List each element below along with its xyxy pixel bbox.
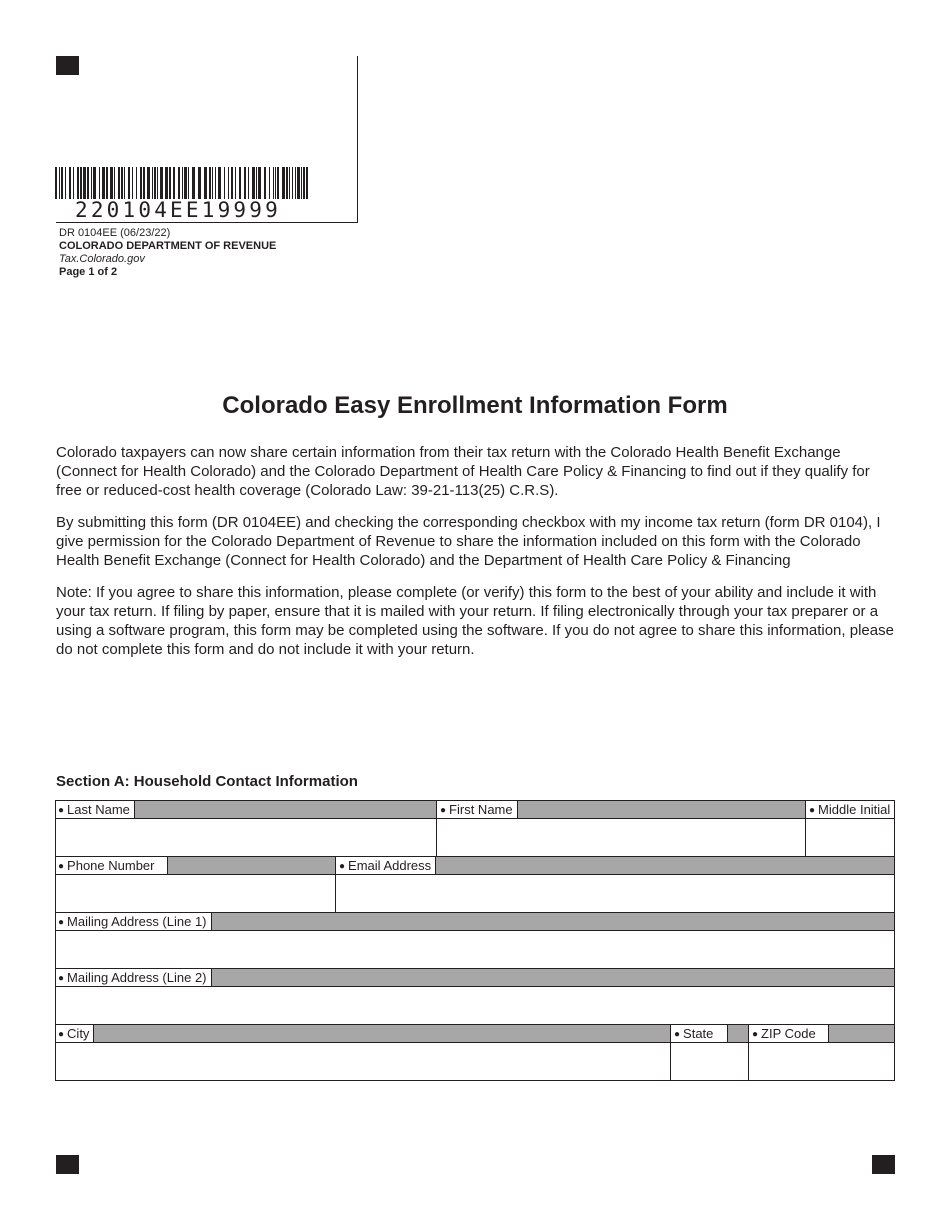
barcode-stripe	[224, 167, 225, 199]
barcode-stripe	[102, 167, 105, 199]
name-label-row	[55, 800, 895, 819]
city-label: ● City	[55, 1025, 94, 1042]
barcode-stripe	[289, 167, 290, 199]
header-divider-horizontal	[56, 222, 358, 223]
barcode-stripe	[248, 167, 249, 199]
barcode-stripe	[69, 167, 71, 199]
section-a-heading: Section A: Household Contact Information	[56, 773, 358, 790]
barcode-stripe	[256, 167, 257, 199]
barcode	[55, 167, 309, 199]
city-state-zip-label-row	[55, 1024, 895, 1043]
barcode-stripe	[132, 167, 133, 199]
barcode-stripe	[110, 167, 113, 199]
page-number: Page 1 of 2	[59, 266, 118, 278]
barcode-stripe	[65, 167, 66, 199]
registration-mark-bottom-left	[56, 1155, 79, 1174]
barcode-stripe	[160, 167, 163, 199]
barcode-stripe	[228, 167, 229, 199]
barcode-stripe	[118, 167, 120, 199]
barcode-stripe	[55, 167, 57, 199]
email-address-input[interactable]	[336, 875, 895, 913]
barcode-stripe	[99, 167, 100, 199]
barcode-stripe	[140, 167, 142, 199]
barcode-stripe	[121, 167, 123, 199]
page-title: Colorado Easy Enrollment Information Form	[222, 392, 728, 419]
barcode-stripe	[277, 167, 279, 199]
barcode-stripe	[231, 167, 233, 199]
intro-paragraph: Colorado taxpayers can now share certain information from their tax return with the Colorado Health Benefit Exchange (Connect for Health Colorado) and the Colorado Department of Health Care Policy & Financing to find out if they qualify for free or reduced-cost health coverage (Colorado Law: 39-21-113(25) C.R.S).	[56, 444, 870, 499]
phone-number-input[interactable]	[55, 875, 335, 913]
barcode-stripe	[215, 167, 216, 199]
barcode-stripe	[286, 167, 288, 199]
barcode-stripe	[77, 167, 79, 199]
barcode-number: 220104EE19999	[75, 198, 281, 222]
middle-initial-input[interactable]	[806, 819, 895, 857]
address1-input-row	[55, 931, 895, 969]
barcode-stripe	[165, 167, 168, 199]
barcode-stripe	[169, 167, 171, 199]
barcode-stripe	[147, 167, 150, 199]
barcode-stripe	[114, 167, 115, 199]
zip-code-input[interactable]	[749, 1043, 895, 1081]
barcode-stripe	[264, 167, 266, 199]
barcode-stripe	[173, 167, 175, 199]
barcode-stripe	[124, 167, 125, 199]
name-input-row	[55, 819, 895, 857]
barcode-stripe	[83, 167, 86, 199]
barcode-stripe	[87, 167, 89, 199]
note-paragraph: Note: If you agree to share this information, please complete (or verify) this form to the best of your ability and include it with your tax return. If filing by paper, ensure that it is mailed with your return. If filing electronically through your tax preparer or a using a software program, this form may be completed using the software. If you do not agree to share this information, please do not complete this form and do not include it with your return.	[56, 584, 894, 658]
barcode-stripe	[143, 167, 145, 199]
address2-label-row	[55, 968, 895, 987]
city-state-zip-input-row	[55, 1043, 895, 1081]
first-name-label: ● First Name	[437, 801, 518, 818]
barcode-stripe	[93, 167, 96, 199]
barcode-stripe	[273, 167, 274, 199]
barcode-stripe	[218, 167, 221, 199]
barcode-stripe	[128, 167, 130, 199]
barcode-stripe	[212, 167, 213, 199]
barcode-stripe	[136, 167, 137, 199]
mailing-address-line1-input[interactable]	[55, 931, 895, 969]
barcode-stripe	[184, 167, 187, 199]
barcode-stripe	[73, 167, 74, 199]
form-number: DR 0104EE (06/23/22)	[59, 227, 171, 239]
barcode-stripe	[306, 167, 308, 199]
department-name: COLORADO DEPARTMENT OF REVENUE	[59, 240, 277, 252]
email-address-label: ● Email Address	[336, 857, 436, 874]
barcode-stripe	[235, 167, 236, 199]
barcode-stripe	[209, 167, 211, 199]
barcode-stripe	[303, 167, 305, 199]
barcode-stripe	[252, 167, 255, 199]
registration-mark-top-left	[56, 56, 79, 75]
state-input[interactable]	[671, 1043, 748, 1081]
first-name-input[interactable]	[437, 819, 805, 857]
barcode-stripe	[297, 167, 300, 199]
mailing-address-line1-label: ● Mailing Address (Line 1)	[55, 913, 212, 930]
zip-code-label: ● ZIP Code	[749, 1025, 829, 1042]
address1-label-row	[55, 912, 895, 931]
barcode-stripe	[301, 167, 302, 199]
registration-mark-bottom-right	[872, 1155, 895, 1174]
barcode-stripe	[275, 167, 276, 199]
barcode-stripe	[106, 167, 108, 199]
barcode-stripe	[59, 167, 60, 199]
barcode-stripe	[178, 167, 180, 199]
barcode-stripe	[182, 167, 183, 199]
barcode-stripe	[204, 167, 207, 199]
barcode-stripe	[269, 167, 270, 199]
state-label: ● State	[671, 1025, 728, 1042]
barcode-stripe	[282, 167, 285, 199]
last-name-input[interactable]	[55, 819, 436, 857]
city-input[interactable]	[55, 1043, 670, 1081]
middle-initial-label: ● Middle Initial	[806, 801, 894, 818]
barcode-stripe	[152, 167, 153, 199]
barcode-stripe	[157, 167, 158, 199]
barcode-stripe	[80, 167, 82, 199]
barcode-stripe	[154, 167, 156, 199]
barcode-stripe	[295, 167, 296, 199]
mailing-address-line2-label: ● Mailing Address (Line 2)	[55, 969, 212, 986]
barcode-stripe	[192, 167, 195, 199]
barcode-stripe	[244, 167, 246, 199]
permission-paragraph: By submitting this form (DR 0104EE) and checking the corresponding checkbox with my income tax return (form DR 0104), I give permission for the Colorado Department of Revenue to share the information included on this form with the Colorado Health Benefit Exchange (Connect for Health Colorado) and the Department of Health Care Policy & Financing	[56, 514, 881, 569]
header-divider-vertical	[357, 56, 358, 223]
barcode-stripe	[292, 167, 293, 199]
last-name-label: ● Last Name	[55, 801, 135, 818]
household-contact-form	[55, 800, 895, 1081]
barcode-stripe	[188, 167, 189, 199]
barcode-stripe	[61, 167, 63, 199]
barcode-stripe	[239, 167, 241, 199]
barcode-stripe	[258, 167, 261, 199]
phone-number-label: ● Phone Number	[55, 857, 168, 874]
mailing-address-line2-input[interactable]	[55, 987, 895, 1025]
contact-label-row	[55, 856, 895, 875]
contact-input-row	[55, 875, 895, 913]
barcode-stripe	[91, 167, 92, 199]
address2-input-row	[55, 987, 895, 1025]
website: Tax.Colorado.gov	[59, 253, 145, 265]
barcode-stripe	[198, 167, 201, 199]
